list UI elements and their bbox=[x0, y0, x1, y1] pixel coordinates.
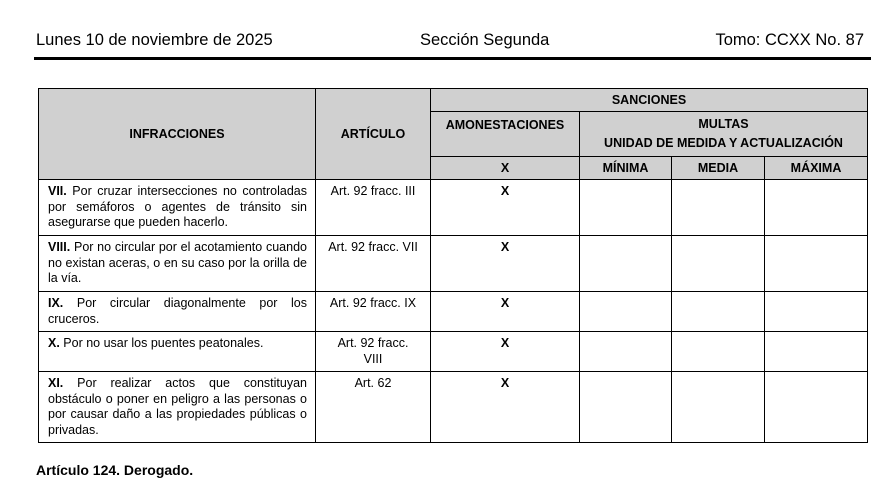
table-row bbox=[39, 372, 868, 443]
maxima-cell bbox=[765, 372, 868, 443]
infraccion-text: Por no circular por el acotamiento cuando no existan aceras, o en su caso por la orilla de la vía. bbox=[48, 240, 307, 285]
header-sanciones: SANCIONES bbox=[431, 89, 868, 112]
articulo-cell: Art. 62 bbox=[316, 372, 431, 443]
infraccion-cell bbox=[39, 332, 316, 372]
header-x: X bbox=[431, 157, 580, 180]
infraccion-text: Por circular diagonalmente por los cruceros. bbox=[48, 296, 307, 326]
table-row bbox=[39, 332, 868, 372]
minima-cell bbox=[580, 332, 672, 372]
table-row bbox=[39, 180, 868, 236]
infraccion-number: VIII. bbox=[48, 240, 71, 254]
table-row bbox=[39, 236, 868, 292]
sanctions-table bbox=[38, 88, 868, 443]
maxima-cell bbox=[765, 332, 868, 372]
articulo-cell: Art. 92 fracc. VII bbox=[316, 236, 431, 292]
media-cell bbox=[672, 180, 765, 236]
header-volume: Tomo: CCXX No. 87 bbox=[715, 31, 864, 49]
infraccion-cell bbox=[39, 236, 316, 292]
infraccion-cell bbox=[39, 372, 316, 443]
amonestacion-cell: X bbox=[431, 236, 580, 292]
maxima-cell bbox=[765, 236, 868, 292]
infraccion-number: VII. bbox=[48, 184, 67, 198]
articulo-cell: Art. 92 fracc. III bbox=[316, 180, 431, 236]
media-cell bbox=[672, 332, 765, 372]
media-cell bbox=[672, 236, 765, 292]
article-heading: Artículo 124. Derogado. bbox=[36, 462, 194, 478]
page-header bbox=[36, 31, 864, 53]
header-section: Sección Segunda bbox=[420, 31, 550, 49]
header-date: Lunes 10 de noviembre de 2025 bbox=[36, 31, 273, 49]
header-articulo: ARTÍCULO bbox=[316, 89, 431, 180]
infraccion-number: IX. bbox=[48, 296, 64, 310]
amonestacion-cell: X bbox=[431, 292, 580, 332]
infraccion-number: XI. bbox=[48, 376, 64, 390]
header-minima: MÍNIMA bbox=[580, 157, 672, 180]
infraccion-text: Por cruzar intersecciones no controladas por semáforos o agentes de tránsito sin asegurarse que pueden hacerlo. bbox=[48, 184, 307, 229]
amonestacion-cell: X bbox=[431, 332, 580, 372]
header-maxima: MÁXIMA bbox=[765, 157, 868, 180]
header-multas-label: MULTAS bbox=[698, 117, 749, 131]
infraccion-number: X. bbox=[48, 336, 60, 350]
header-multas bbox=[580, 112, 868, 157]
minima-cell bbox=[580, 236, 672, 292]
header-media: MEDIA bbox=[672, 157, 765, 180]
articulo-cell: Art. 92 fracc. IX bbox=[316, 292, 431, 332]
header-rule bbox=[34, 57, 871, 60]
table-row bbox=[39, 292, 868, 332]
minima-cell bbox=[580, 292, 672, 332]
header-infracciones: INFRACCIONES bbox=[39, 89, 316, 180]
maxima-cell bbox=[765, 292, 868, 332]
infraccion-text: Por no usar los puentes peatonales. bbox=[63, 336, 264, 350]
infraccion-cell bbox=[39, 180, 316, 236]
infraccion-cell bbox=[39, 292, 316, 332]
maxima-cell bbox=[765, 180, 868, 236]
amonestacion-cell: X bbox=[431, 372, 580, 443]
minima-cell bbox=[580, 180, 672, 236]
minima-cell bbox=[580, 372, 672, 443]
media-cell bbox=[672, 292, 765, 332]
header-unidad-label: UNIDAD DE MEDIDA Y ACTUALIZACIÓN bbox=[604, 136, 843, 150]
amonestacion-cell: X bbox=[431, 180, 580, 236]
media-cell bbox=[672, 372, 765, 443]
articulo-cell: Art. 92 fracc. VIII bbox=[316, 332, 431, 372]
header-amonestaciones: AMONESTACIONES bbox=[431, 112, 580, 157]
infraccion-text: Por realizar actos que constituyan obstáculo o poner en peligro a las personas o por causar daño a las propiedades públicas o privadas. bbox=[48, 376, 307, 437]
